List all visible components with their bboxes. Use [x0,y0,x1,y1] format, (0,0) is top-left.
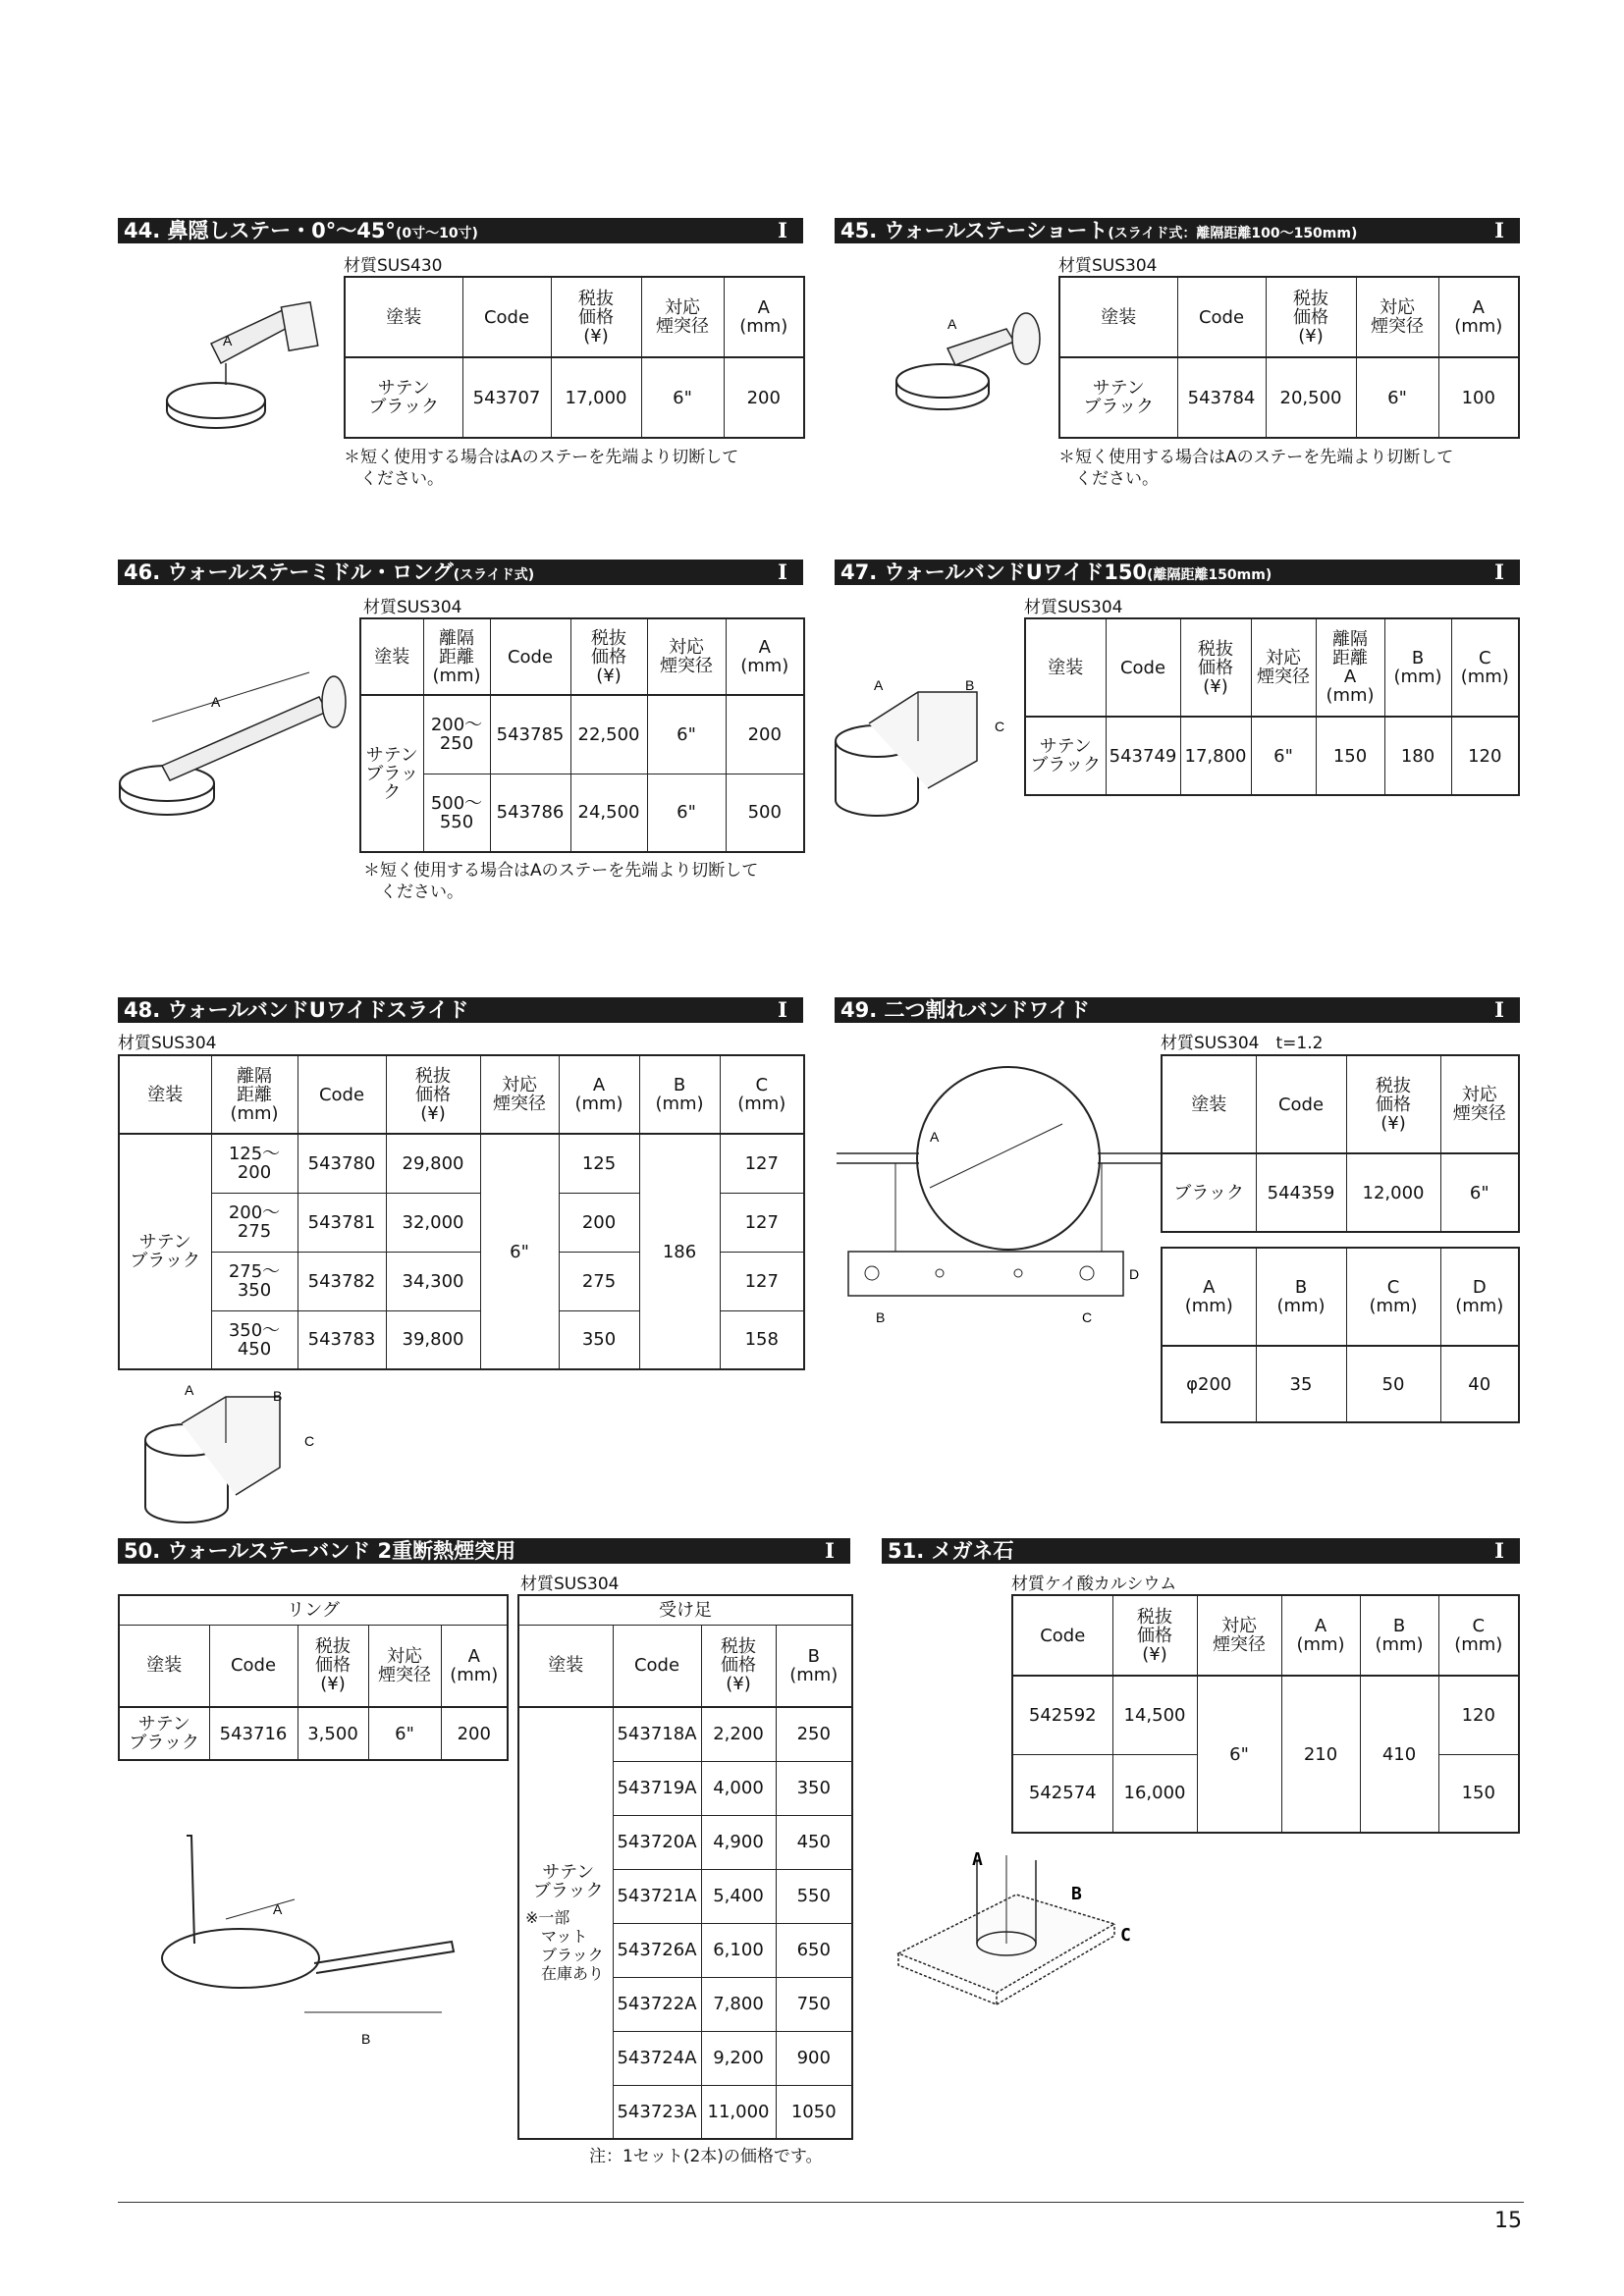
section-44-figure [157,285,334,442]
cell-flue: 6" [647,695,726,774]
th-code: Code [613,1625,701,1707]
section-51-figure [889,1845,1154,2052]
cell-code: 543723A [613,2085,701,2139]
section-45-title: 45. ウォールステーショート [840,219,1109,242]
th-price: 税抜 価格 (¥) [1346,1055,1440,1153]
th-finish: 塗装 [1162,1055,1256,1153]
cell-b: 410 [1360,1676,1438,1833]
th-finish: 塗装 [1059,277,1177,357]
section-45-figure [889,294,1060,422]
section-51-fig-label-a: A [972,1849,983,1870]
th-a: A (mm) [726,618,804,695]
cell-code: 543719A [613,1761,701,1815]
section-51-title: 51. メガネ石 [888,1539,1014,1563]
cell-code: 543707 [462,357,551,438]
cell-price: 6,100 [701,1923,776,1977]
th-a: A (mm) [1438,277,1519,357]
cell-price: 5,400 [701,1869,776,1923]
section-50-roman: I [825,1538,835,1563]
cell-price: 3,500 [298,1707,368,1760]
section-46-header [118,560,803,585]
section-51-material: 材質ケイ酸カルシウム [1011,1575,1177,1594]
cell-finish: サテン ブラック [1025,717,1106,795]
th-price: 税抜 価格 (¥) [386,1055,480,1134]
section-47-subtitle: (離隔距離150mm) [1147,567,1272,583]
table-row [1025,717,1519,795]
cell-code: 543749 [1106,717,1180,795]
cell-finish: サテン ブラック [345,357,462,438]
th-a: A (mm) [559,1055,639,1134]
section-47-roman: I [1494,560,1504,584]
cell-b: 1050 [776,2085,852,2139]
page-number: 15 [1494,2209,1522,2233]
foot-title: 受け足 [518,1595,852,1625]
th-finish: 塗装 [345,277,462,357]
cell-distance: 275～ 350 [211,1252,298,1310]
section-44-note: ＊短く使用する場合はAのステーを先端より切断して ください。 [344,448,739,489]
ring-title: リング [119,1595,508,1625]
cell-b: 900 [776,2031,852,2085]
cell-code: 543786 [490,774,570,852]
th-a: A (mm) [1281,1595,1360,1676]
cell-distance: 200～ 250 [423,695,490,774]
section-48-table [118,1054,805,1370]
cell-a: 500 [726,774,804,852]
cell-c: 127 [720,1134,804,1193]
cell-price: 7,800 [701,1977,776,2031]
cell-finish: ブラック [1162,1153,1256,1232]
section-46-table [359,617,805,853]
cell-b: 180 [1384,717,1451,795]
section-51-fig-label-c: C [1120,1925,1131,1946]
th-code: Code [209,1625,298,1707]
table-row [1162,1153,1519,1232]
section-49-dimension-table [1161,1247,1520,1423]
th-finish: 塗装 [119,1625,209,1707]
cell-price: 29,800 [386,1134,480,1193]
section-46-title: 46. ウォールステーミドル・ロング [124,561,454,584]
section-47-material: 材質SUS304 [1024,598,1123,617]
th-finish: 塗装 [119,1055,211,1134]
cell-c: 127 [720,1252,804,1310]
cell-code: 543782 [298,1252,386,1310]
cell-distance: 350～ 450 [211,1310,298,1369]
th-distance: 離隔 距離 (mm) [211,1055,298,1134]
th-price: 税抜 価格 (¥) [551,277,641,357]
cell-code: 543781 [298,1193,386,1252]
th-price: 税抜 価格 (¥) [1180,618,1251,717]
th-code: Code [1256,1055,1346,1153]
th-a: A (mm) [1162,1248,1256,1346]
cell-b: 250 [776,1707,852,1761]
th-price: 税抜 価格 (¥) [1112,1595,1197,1676]
table-row [119,1134,804,1193]
cell-price: 39,800 [386,1310,480,1369]
section-49-figure [837,1065,1161,1330]
cell-a: 210 [1281,1676,1360,1833]
cell-code: 543720A [613,1815,701,1869]
th-finish: 塗装 [360,618,423,695]
cell-finish [518,1707,613,2139]
cell-a: 200 [726,695,804,774]
cell-code: 543718A [613,1707,701,1761]
cell-c: 120 [1451,717,1519,795]
th-code: Code [462,277,551,357]
cell-flue: 6" [1440,1153,1519,1232]
section-48-title: 48. ウォールバンドUワイドスライド [124,998,469,1022]
section-49-fig-label-a: A [930,1129,940,1145]
cell-distance: 200～ 275 [211,1193,298,1252]
section-46-figure [113,667,358,834]
cell-a: φ200 [1162,1346,1256,1422]
cell-finish: サテン ブラック [119,1134,211,1369]
th-distance: 離隔 距離 (mm) [423,618,490,695]
section-47-fig-label-c: C [995,719,1005,734]
section-50-ring-table [118,1594,509,1761]
section-50-fig-label-a: A [273,1901,283,1917]
cell-flue: 6" [641,357,724,438]
section-46-roman: I [778,560,787,584]
table-row [345,357,804,438]
section-50-header [118,1538,850,1564]
cell-code: 542592 [1012,1676,1112,1754]
th-c: C (mm) [720,1055,804,1134]
section-49-header [835,997,1520,1023]
cell-code: 543722A [613,1977,701,2031]
th-b: B (mm) [1256,1248,1346,1346]
section-51-header [882,1538,1520,1564]
section-45-table [1058,276,1520,439]
section-45-note: ＊短く使用する場合はAのステーを先端より切断して ください。 [1058,448,1454,489]
section-47-fig-label-b: B [965,677,975,693]
cell-b: 650 [776,1923,852,1977]
cell-d: 40 [1440,1346,1519,1422]
cell-price: 34,300 [386,1252,480,1310]
table-row [360,774,804,852]
th-flue: 対応 煙突径 [641,277,724,357]
cell-a: 150 [1316,717,1384,795]
cell-a: 200 [441,1707,508,1760]
cell-code: 543784 [1177,357,1266,438]
th-flue: 対応 煙突径 [1197,1595,1281,1676]
cell-flue: 6" [647,774,726,852]
section-44-fig-label-a: A [223,333,233,348]
cell-b: 186 [639,1134,720,1369]
section-49-title: 49. 二つ割れバンドワイド [840,998,1090,1022]
cell-a: 200 [559,1193,639,1252]
foot-finish-label: サテン ブラック [532,1862,604,1901]
table-row [119,1707,508,1760]
th-a: A (mm) [724,277,804,357]
cell-finish: サテン ブラック [119,1707,209,1760]
cell-a: 275 [559,1252,639,1310]
th-c: C (mm) [1438,1595,1519,1676]
cell-price: 14,500 [1112,1676,1197,1754]
section-44-material: 材質SUS430 [344,256,443,276]
th-b: B (mm) [1360,1595,1438,1676]
section-46-material: 材質SUS304 [363,598,462,617]
th-price: 税抜 価格 (¥) [1266,277,1356,357]
th-finish: 塗装 [1025,618,1106,717]
table-row [1012,1676,1519,1754]
section-44-table [344,276,805,439]
cell-code: 543780 [298,1134,386,1193]
cell-code: 543785 [490,695,570,774]
cell-b: 35 [1256,1346,1346,1422]
cell-b: 350 [776,1761,852,1815]
section-50-figure [147,1826,471,2052]
cell-code: 543721A [613,1869,701,1923]
section-49-fig-label-b: B [876,1309,886,1325]
section-49-fig-label-d: D [1129,1266,1140,1282]
table-row [360,695,804,774]
cell-code: 543724A [613,2031,701,2085]
cell-b: 750 [776,1977,852,2031]
cell-code: 544359 [1256,1153,1346,1232]
cell-flue: 6" [368,1707,441,1760]
cell-c: 127 [720,1193,804,1252]
section-48-figure [137,1379,334,1526]
section-49-roman: I [1494,997,1504,1022]
cell-price: 11,000 [701,2085,776,2139]
cell-price: 4,900 [701,1815,776,1869]
cell-price: 2,200 [701,1707,776,1761]
th-price: 税抜 価格 (¥) [298,1625,368,1707]
th-flue: 対応 煙突径 [647,618,726,695]
section-48-fig-label-c: C [304,1433,315,1449]
section-45-subtitle: (スライド式：離隔距離100～150mm) [1108,226,1358,241]
th-flue: 対応 煙突径 [1251,618,1316,717]
cell-a: 125 [559,1134,639,1193]
cell-price: 17,000 [551,357,641,438]
th-code: Code [1106,618,1180,717]
cell-a: 350 [559,1310,639,1369]
table-row [1059,357,1519,438]
section-44-subtitle: (0寸～10寸) [395,226,478,241]
th-b: B (mm) [1384,618,1451,717]
section-49-table [1161,1054,1520,1233]
th-price: 税抜 価格 (¥) [701,1625,776,1707]
th-finish: 塗装 [518,1625,613,1707]
th-flue: 対応 煙突径 [1440,1055,1519,1153]
cell-c: 120 [1438,1676,1519,1754]
cell-price: 4,000 [701,1761,776,1815]
cell-code: 542574 [1012,1754,1112,1833]
th-code: Code [1177,277,1266,357]
cell-price: 16,000 [1112,1754,1197,1833]
section-45-header [835,218,1520,243]
section-46-subtitle: (スライド式) [453,567,535,583]
cell-c: 158 [720,1310,804,1369]
section-50-title: 50. ウォールステーバンド 2重断熱煙突用 [124,1539,516,1563]
section-48-roman: I [778,997,787,1022]
section-47-figure [830,672,1016,829]
th-code: Code [490,618,570,695]
cell-b: 550 [776,1869,852,1923]
th-price: 税抜 価格 (¥) [570,618,647,695]
section-47-fig-label-a: A [874,677,884,693]
section-44-title: 44. 鼻隠しステー・0°～45° [124,219,396,242]
th-code: Code [1012,1595,1112,1676]
th-b: B (mm) [639,1055,720,1134]
th-code: Code [298,1055,386,1134]
cell-price: 32,000 [386,1193,480,1252]
section-44-roman: I [778,218,787,242]
section-50-foot-table [517,1594,853,2140]
section-47-header [835,560,1520,585]
th-a: 離隔 距離 A (mm) [1316,618,1384,717]
cell-price: 22,500 [570,695,647,774]
foot-finish-note: ※一部 マット ブラック 在庫あり [525,1908,605,1983]
section-49-material: 材質SUS304 t=1.2 [1161,1034,1324,1053]
cell-price: 20,500 [1266,357,1356,438]
cell-price: 12,000 [1346,1153,1440,1232]
section-45-roman: I [1494,218,1504,242]
cell-a: 100 [1438,357,1519,438]
section-50-fig-label-b: B [361,2031,371,2047]
cell-price: 9,200 [701,2031,776,2085]
cell-price: 17,800 [1180,717,1251,795]
cell-distance: 125～ 200 [211,1134,298,1193]
section-45-fig-label-a: A [947,316,957,332]
th-b: B (mm) [776,1625,852,1707]
section-51-table [1011,1594,1520,1834]
cell-code: 543783 [298,1310,386,1369]
section-48-header [118,997,803,1023]
section-50-footnote: 注：1セット(2本)の価格です。 [589,2147,823,2166]
th-flue: 対応 煙突径 [1356,277,1438,357]
section-48-material: 材質SUS304 [118,1034,217,1053]
cell-c: 50 [1346,1346,1440,1422]
cell-flue: 6" [1251,717,1316,795]
cell-flue: 6" [480,1134,559,1369]
cell-code: 543716 [209,1707,298,1760]
cell-b: 450 [776,1815,852,1869]
section-45-material: 材質SUS304 [1058,256,1158,276]
section-44-header [118,218,803,243]
cell-a: 200 [724,357,804,438]
footer-rule [118,2202,1524,2203]
cell-finish: サテン ブラック [1059,357,1177,438]
th-a: A (mm) [441,1625,508,1707]
section-46-fig-label-a: A [211,694,221,710]
table-row [1162,1346,1519,1422]
cell-price: 24,500 [570,774,647,852]
th-d: D (mm) [1440,1248,1519,1346]
table-row [518,1707,852,1761]
cell-flue: 6" [1356,357,1438,438]
section-46-note: ＊短く使用する場合はAのステーを先端より切断して ください。 [363,861,759,902]
section-47-table [1024,617,1520,796]
section-48-fig-label-b: B [273,1388,283,1404]
cell-code: 543726A [613,1923,701,1977]
section-48-fig-label-a: A [185,1382,194,1398]
cell-c: 150 [1438,1754,1519,1833]
th-c: C (mm) [1451,618,1519,717]
cell-distance: 500～ 550 [423,774,490,852]
th-flue: 対応 煙突径 [368,1625,441,1707]
section-51-fig-label-b: B [1071,1884,1082,1904]
cell-finish: サテン ブラック [360,695,423,852]
section-50-material: 材質SUS304 [520,1575,620,1594]
section-49-fig-label-c: C [1082,1309,1093,1325]
section-47-title: 47. ウォールバンドUワイド150 [840,561,1148,584]
th-flue: 対応 煙突径 [480,1055,559,1134]
section-51-roman: I [1494,1538,1504,1563]
cell-flue: 6" [1197,1676,1281,1833]
th-c: C (mm) [1346,1248,1440,1346]
